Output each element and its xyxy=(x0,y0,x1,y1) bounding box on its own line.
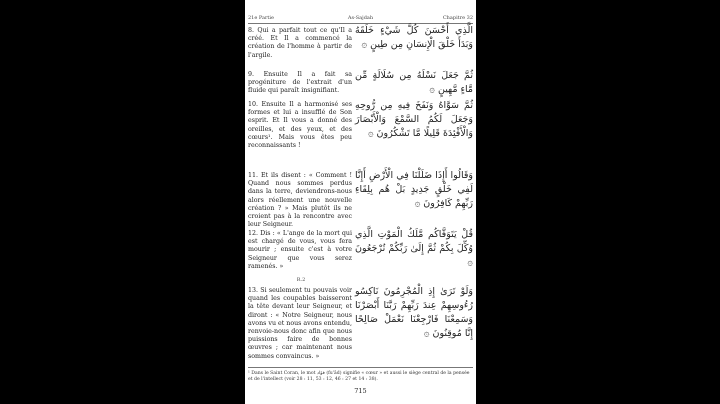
page-number: 715 xyxy=(354,387,367,395)
verse-8-french: 8. Qui a parfait tout ce qu'Il a créé. Et Il a commencé la création de l'homme à partir de l'argile. xyxy=(248,27,352,59)
book-page xyxy=(245,0,476,404)
verse-11-french: 11. Et ils disent : « Comment ! Quand nous sommes perdus dans la terre, deviendrons-nous alors réellement une nouvelle création ? » Mais plutôt ils ne croient pas à la rencontre avec leur Seigneur. xyxy=(248,172,352,229)
verse-12-arabic: قُلْ يَتَوَفَّاكُم مَّلَكُ الْمَوْتِ الَّذِي وُكِّلَ بِكُمْ ثُمَّ إِلَىٰ رَبِّكُمْ تُرْجَعُونَ ۞ xyxy=(355,229,473,268)
verse-12-french: 12. Dis : « L'ange de la mort qui est chargé de vous, vous fera mourir ; ensuite c'est à votre Seigneur que vous serez ramenés. » xyxy=(248,230,352,270)
footnote: ¹ Dans le Saint Coran, le mot فؤاد (fu'âd) signifie « cœur » et aussi le siège central de la pensée et de l'intellect (voir 28 : 11, 53 : 12, 46 : 27 et 14 : 38). xyxy=(248,371,470,383)
verse-10-french: 10. Ensuite Il a harmonisé ses formes et lui a insufflé de Son esprit. Et Il vous a donné des oreilles, et des yeux, et des cœurs¹. Mais vous êtes peu reconnaissants ! xyxy=(248,101,352,150)
verse-10-arabic: ثُمَّ سَوَّاهُ وَنَفَخَ فِيهِ مِن رُّوحِهِ وَجَعَلَ لَكُمُ السَّمْعَ وَالْأَبْصَارَ وَالْأَفْئِدَةَ قَلِيلًا مَّا تَشْكُرُونَ ۞ xyxy=(355,100,473,139)
footnote-divider xyxy=(248,367,473,368)
chapter-label: Chapitre 32 xyxy=(442,15,473,21)
verse-9-french: 9. Ensuite Il a fait sa progéniture de l'extrait d'un fluide qui paraît insignifiant. xyxy=(248,71,352,95)
ruku-mark: R.2 xyxy=(296,277,306,283)
verse-11-arabic: وَقَالُوا أَإِذَا ضَلَلْنَا فِي الْأَرْضِ أَإِنَّا لَفِي خَلْقٍ جَدِيدٍ بَلْ هُم بِلِقَاءِ رَبِّهِمْ كَافِرُونَ ۞ xyxy=(355,170,473,209)
verse-8-arabic: الَّذِي أَحْسَنَ كُلَّ شَيْءٍ خَلَقَهُ وَبَدَأَ خَلْقَ الْإِنسَانِ مِن طِينٍ ۞ xyxy=(355,25,473,50)
surah-name: As-Sajdah xyxy=(347,15,374,21)
verse-9-arabic: ثُمَّ جَعَلَ نَسْلَهُ مِن سُلَالَةٍ مِّن مَّاءٍ مَّهِينٍ ۞ xyxy=(355,70,473,95)
part-label: 21e Partie xyxy=(248,15,274,21)
verse-13-french: 13. Si seulement tu pouvais voir quand les coupables baisseront la tête devant leur Seigneur, et diront : « Notre Seigneur, nous avons vu et nous avons entendu, renvoie-nous donc afin que nous puissions faire de bonnes œuvres ; car maintenant nous sommes convaincus. » xyxy=(248,287,352,360)
verse-13-arabic: وَلَوْ تَرَىٰ إِذِ الْمُجْرِمُونَ نَاكِسُو رُءُوسِهِمْ عِندَ رَبِّهِمْ رَبَّنَا أَبْصَرْنَا وَسَمِعْنَا فَارْجِعْنَا نَعْمَلْ صَالِحًا إِنَّا مُوقِنُونَ ۞ xyxy=(355,286,473,339)
